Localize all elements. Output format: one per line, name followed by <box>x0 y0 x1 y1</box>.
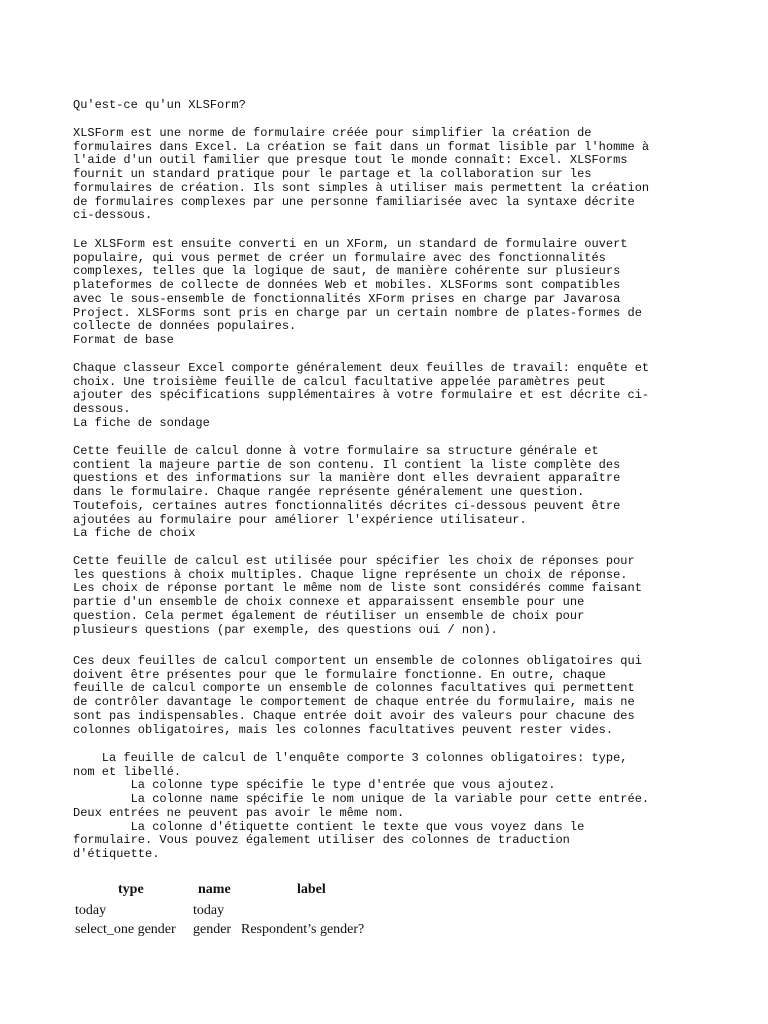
paragraph-xform: Le XLSForm est ensuite converti en un XForm, un standard de formulaire ouvert populaire, qui vous permet de créer un formulaire avec des fonctionnalités complexes, telles que la logique de saut, de manière cohérente sur plusieurs plateformes de collecte de données Web et mobiles. XLSForms sont compatibles avec le sous-ensemble de fonctionnalités XForm prises en charge par Javarosa Project. XLSForms sont pris en charge par un certain nombre de plates-formes de collecte de données populaires. Format de base <box>73 237 642 347</box>
table-cell-name: today <box>193 903 225 918</box>
paragraph-columns: Ces deux feuilles de calcul comportent un ensemble de colonnes obligatoires qui doivent être présentes pour que le formulaire fonctionne. En outre, chaque feuille de calcul comporte un ensemble de colonnes facultatives qui permettent de contrôler davantage le comportement de chaque entrée du formulaire, mais ne sont pas indispensables. Chaque entrée doit avoir des valeurs pour chacune des colonnes obligatoires, mais les colonnes facultatives peuvent rester vides. <box>73 654 642 737</box>
table-cell-type: today <box>75 903 107 918</box>
table-cell-type: select_one gender <box>75 922 176 937</box>
table-header-type: type <box>118 882 144 897</box>
paragraph-intro: XLSForm est une norme de formulaire créée pour simplifier la création de formulaires dans Excel. La création se fait dans un format lisible par l'homme à l'aide d'un outil familier que presque tout le monde connaît: Excel. XLSForms fournit un standard pratique pour le partage et la collaboration sur les formulaires de création. Ils sont simples à utiliser mais permettent la création de formulaires complexes par une personne familiarisée avec la syntaxe décrite ci-dessous. <box>73 126 650 223</box>
table-cell-label: Respondent’s gender? <box>241 922 365 937</box>
paragraph-choices-sheet: Cette feuille de calcul est utilisée pour spécifier les choix de réponses pour les questions à choix multiples. Chaque ligne représente un choix de réponse. Les choix de réponse portant le même nom de liste sont considérés comme faisant partie d'un ensemble de choix connexe et apparaissent ensemble pour une question. Cela permet également de réutiliser un ensemble de choix pour plusieurs questions (par exemple, des questions oui / non). <box>73 554 642 637</box>
table-header-name: name <box>198 882 231 897</box>
paragraph-workbook: Chaque classeur Excel comporte généralement deux feuilles de travail: enquête et choix. Une troisième feuille de calcul facultative appelée paramètres peut ajouter des spécifications supplémentaires à votre formulaire et est décrite ci- dessous. La fiche de sondage <box>73 361 650 430</box>
paragraph-survey-sheet: Cette feuille de calcul donne à votre formulaire sa structure générale et contient la majeure partie de son contenu. Il contient la liste complète des questions et des informations sur la manière dont elles devraient apparaître dans le formulaire. Chaque rangée représente généralement une question. Toutefois, certaines autres fonctionnalités décrites ci-dessous peuvent être ajoutées au formulaire pour améliorer l'expérience utilisateur. La fiche de choix <box>73 444 621 541</box>
paragraph-required-columns: La feuille de calcul de l'enquête comporte 3 colonnes obligatoires: type, nom et libellé. La colonne type spécifie le type d'entrée que vous ajoutez. La colonne name spécifie le nom unique de la variable pour cette entrée. Deux entrées ne peuvent pas avoir le même nom. La colonne d'étiquette contient le texte que vous voyez dans le formulaire. Vous pouvez également utiliser des colonnes de traduction d'étiquette. <box>73 751 650 861</box>
table-cell-name: gender <box>193 922 232 937</box>
document-title: Qu'est-ce qu'un XLSForm? <box>73 98 246 112</box>
table-header-label: label <box>297 882 326 897</box>
